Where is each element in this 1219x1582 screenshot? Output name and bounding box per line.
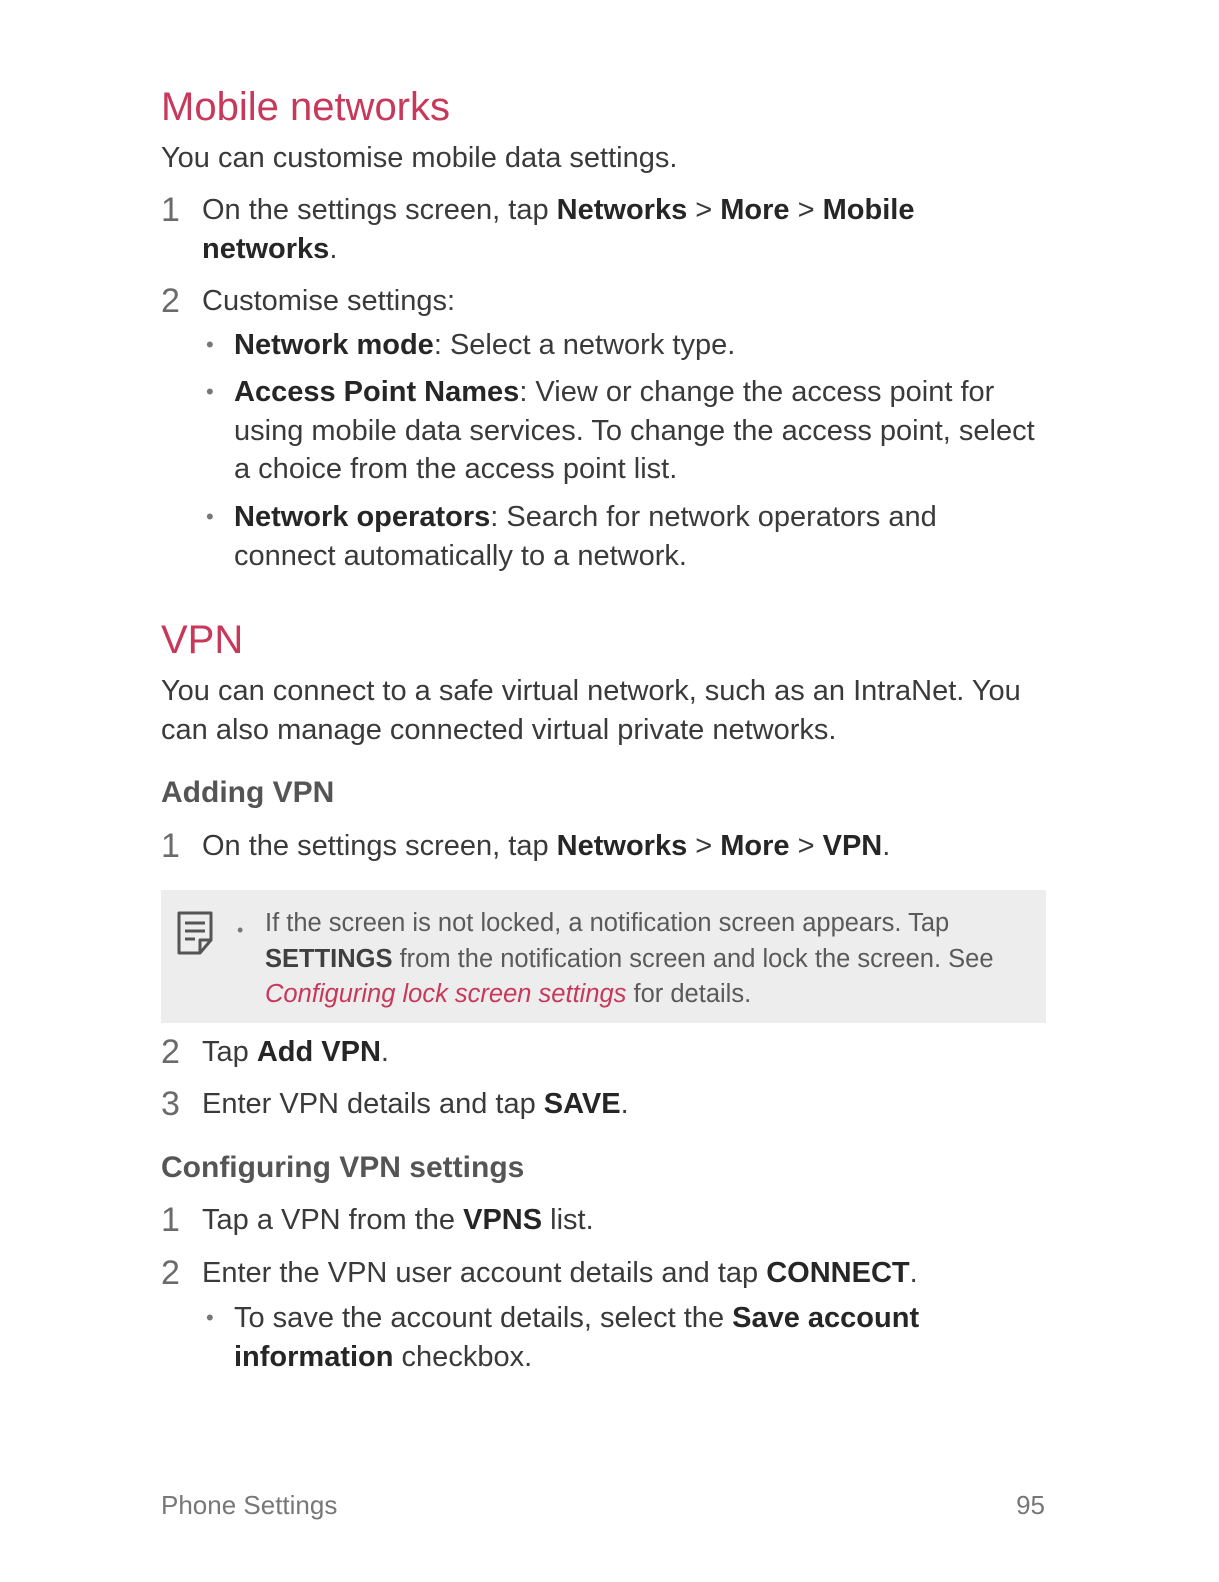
section-title-vpn: VPN: [161, 618, 244, 662]
subsection-title-configuring-vpn: Configuring VPN settings: [161, 1151, 525, 1184]
section-title-mobile-networks: Mobile networks: [161, 85, 451, 129]
bullet-dot: •: [206, 504, 214, 529]
step-text: Tap a VPN from the VPNS list.: [202, 1204, 594, 1236]
step-number: 2: [161, 282, 180, 320]
subsection-title-adding-vpn: Adding VPN: [161, 776, 335, 809]
bullet-text: Access Point Names: View or change the access point for using mobile data services. To change the access point, select a choice from the access point list.: [234, 376, 1035, 485]
step-number: 1: [161, 191, 180, 229]
step-number: 2: [161, 1033, 180, 1071]
step-text: Tap Add VPN.: [202, 1036, 389, 1068]
note-text: If the screen is not locked, a notification screen appears. Tap SETTINGS from the notification screen and lock the screen. See Configuring lock screen settings for details.: [265, 909, 994, 1008]
networks-menu-label: Networks: [556, 194, 688, 226]
mobile-networks-menu-label: Mobile networks: [202, 194, 915, 265]
step-text: On the settings screen, tap Networks > More > VPN.: [202, 830, 891, 862]
add-vpn-label: Add VPN: [256, 1036, 381, 1068]
step-number: 1: [161, 827, 180, 865]
bullet-text: Network mode: Select a network type.: [234, 329, 736, 361]
vpn-intro: You can connect to a safe virtual network, such as an IntraNet. You can also manage connected virtual private networks.: [161, 675, 1021, 746]
connect-label: CONNECT: [766, 1257, 910, 1289]
mobile-networks-intro: You can customise mobile data settings.: [161, 142, 678, 174]
bullet-dot: •: [206, 379, 214, 404]
step-text: On the settings screen, tap Networks > More > Mobile networks.: [202, 194, 915, 265]
vpns-label: VPNS: [463, 1204, 543, 1236]
settings-button-label: SETTINGS: [265, 944, 393, 973]
networks-menu-label: Networks: [556, 830, 688, 862]
vpn-menu-label: VPN: [822, 830, 883, 862]
bullet-dot: •: [206, 1305, 214, 1330]
page-number: 95: [1016, 1490, 1045, 1520]
note-box: [161, 890, 1046, 1023]
bullet-label: Network operators: [234, 501, 491, 533]
step-number: 2: [161, 1254, 180, 1292]
bullet-label: Access Point Names: [234, 376, 520, 408]
step-number: 3: [161, 1085, 180, 1123]
save-label: SAVE: [543, 1088, 621, 1120]
bullet-text: Network operators: Search for network operators and connect automatically to a network.: [234, 501, 937, 572]
step-text: Customise settings:: [202, 285, 456, 317]
bullet-label: Network mode: [234, 329, 434, 361]
note-icon: [175, 910, 215, 956]
footer-section-name: Phone Settings: [161, 1490, 338, 1520]
step-number: 1: [161, 1201, 180, 1239]
bullet-text: To save the account details, select the Save account information checkbox.: [234, 1302, 920, 1373]
more-menu-label: More: [720, 830, 790, 862]
more-menu-label: More: [720, 194, 790, 226]
step-text: Enter the VPN user account details and tap CONNECT.: [202, 1257, 918, 1289]
note-bullet-dot: •: [237, 920, 244, 940]
save-account-information-label: Save account information: [234, 1302, 920, 1373]
step-text: Enter VPN details and tap SAVE.: [202, 1088, 629, 1120]
lock-screen-settings-link[interactable]: Configuring lock screen settings: [265, 980, 627, 1008]
bullet-dot: •: [206, 332, 214, 357]
